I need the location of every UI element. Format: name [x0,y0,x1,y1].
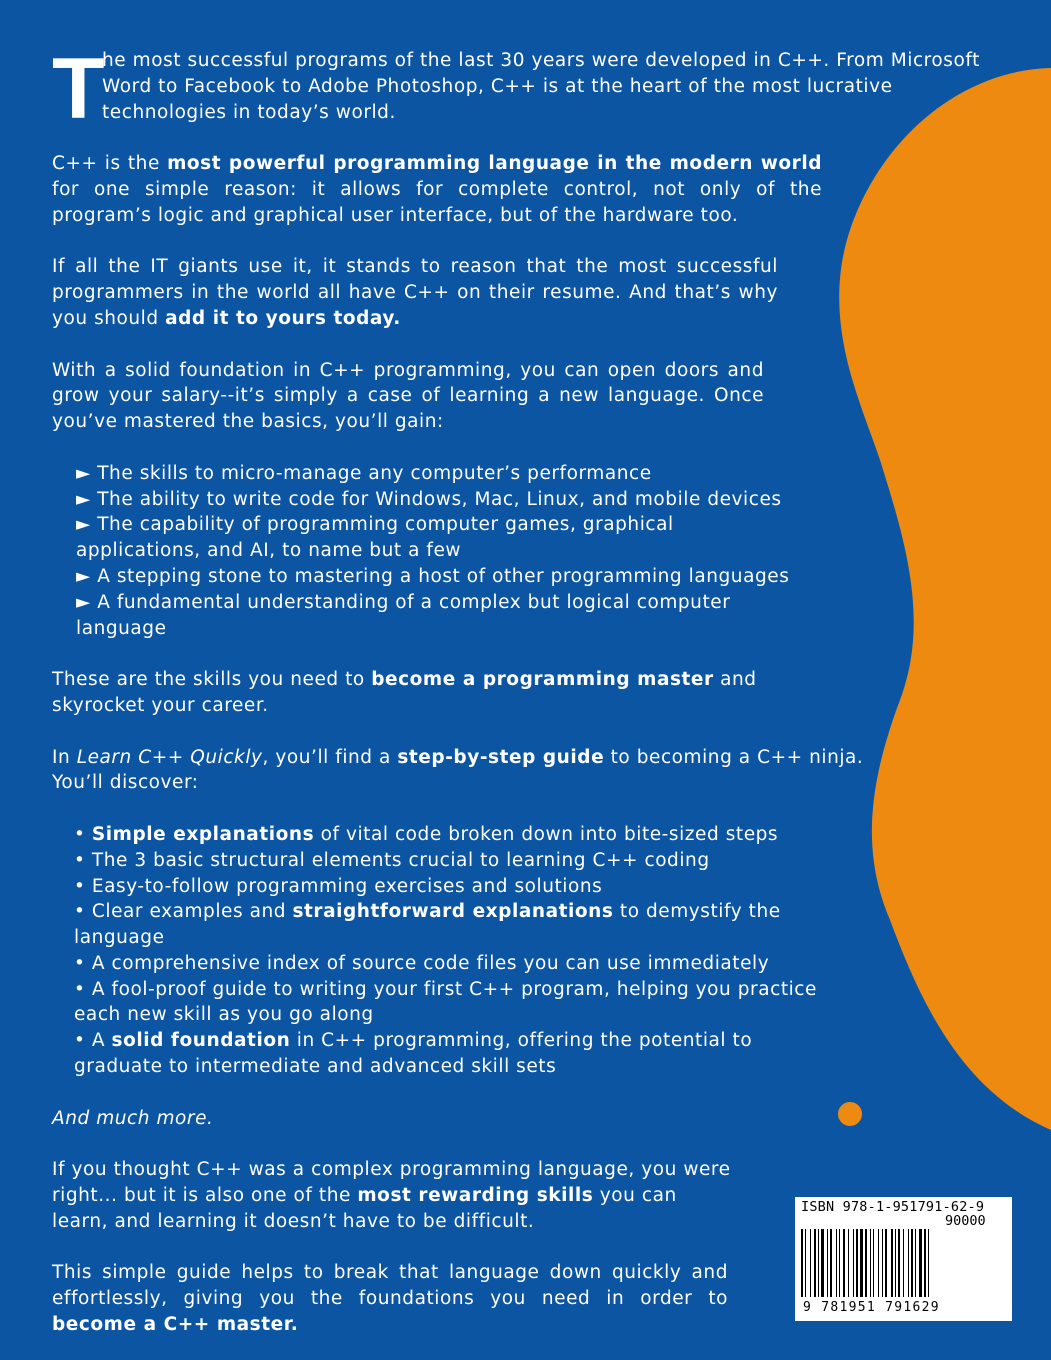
barcode-bar [853,1229,854,1297]
list-item: • A fool-proof guide to writing your first C++ program, helping you practice each new skill as you go along [74,978,817,1026]
barcode-bar [928,1229,929,1297]
skills-paragraph: These are the skills you need to become a programming master and skyrocket your career. [52,669,757,716]
barcode-bar [836,1229,837,1297]
list-item: • Clear examples and straightforward explanations to demystify the language [74,901,781,949]
list-item: • Simple explanations of vital code broken down into bite-sized steps [74,823,779,845]
barcode-bar [848,1229,849,1297]
barcode-bar [805,1229,806,1297]
barcode-bar [924,1229,926,1297]
gains-list [52,461,822,642]
barcode-bar [856,1229,858,1297]
foundation-paragraph: With a solid foundation in C++ programming, you can open doors and grow your salary--it’s simply a case of learning a new language. Once you’ve mastered the basics, you’ll gain: [52,359,764,433]
list-item: ► The capability of programming computer games, graphical applications, and AI, to name but a few [76,514,674,562]
barcode-bar [908,1229,909,1297]
list-item: ► A fundamental understanding of a complex but logical computer language [76,591,731,639]
intro-paragraph: T he most successful programs of the last 30 years were developed in C++. From Microsoft Word to Facebook to Adobe Photoshop, C++ is at the heart of the most lucrative technologies in today’s world. [52,41,980,137]
barcode-bar [882,1229,883,1297]
list-item: • The 3 basic structural elements crucial to learning C++ coding [74,849,710,871]
isbn-addon: 90000 [945,1213,986,1229]
list-item: ► The ability to write code for Windows, Mac, Linux, and mobile devices [76,488,782,510]
barcode-bar [818,1229,819,1297]
barcode-bar [911,1229,913,1297]
rewarding-paragraph: If you thought C++ was a complex programming language, you were right... but it is also one of the most rewarding skills you can learn, and learning it doesn’t have to be difficult. [52,1159,731,1232]
barcode-bar [814,1229,816,1297]
barcode-bar [878,1229,879,1297]
barcode-bar [810,1229,811,1297]
and-more: And much more. [52,1107,214,1129]
barcode-bar [885,1229,887,1297]
barcode-bar [891,1229,893,1297]
list-item: • A solid foundation in C++ programming, offering the potential to graduate to intermediate and advanced skill sets [74,1030,753,1078]
isbn-digits: 9 781951 791629 [803,1300,940,1315]
list-item: • A comprehensive index of source code files you can use immediately [74,952,770,974]
barcode-bar [919,1229,922,1297]
barcode-bar [827,1229,828,1297]
barcode-bar [830,1229,832,1297]
barcode-bar [843,1229,845,1297]
list-item: ► The skills to micro-manage any computer’s performance [76,462,652,484]
book-title: Learn C++ Quickly [76,746,263,768]
orange-dot [838,1102,862,1126]
barcode-bar [865,1229,867,1297]
barcode-bar [839,1229,840,1297]
power-paragraph: C++ is the most powerful programming language in the modern world for one simple reason: it allows for complete control, not only of the program’s logic and graphical user interface, but of the hardware too. [52,153,822,226]
barcode-bar [860,1229,863,1297]
barcode-bar [898,1229,900,1297]
barcode-bar [821,1229,824,1297]
discover-paragraph: In Learn C++ Quickly, you’ll find a step-by-step guide to becoming a C++ ninja. You’ll discover: [52,746,864,794]
barcode-bar [915,1229,916,1297]
barcode-bar [895,1229,896,1297]
barcode-bar [903,1229,904,1297]
discover-list [52,822,822,1080]
list-item: • Easy-to-follow programming exercises and solutions [74,875,603,897]
isbn-label: ISBN 978-1-951791-62-9 [801,1199,985,1215]
list-item: ► A stepping stone to mastering a host of other programming languages [76,565,790,587]
orange-wave-shape [839,68,1051,1130]
isbn-barcode [795,1197,1012,1321]
barcode-bar [801,1229,803,1297]
barcode-bar [870,1229,871,1297]
barcode-bar [873,1229,874,1297]
barcode-bars [801,1229,1006,1299]
giants-paragraph: If all the IT giants use it, it stands to reason that the most successful programmers in the world all have C++ on their resume. And that’s why you should add it to yours today. [52,256,778,329]
closing-paragraph: This simple guide helps to break that language down quickly and effortlessly, giving you the foundations you need in order to become a C++ master. [52,1262,728,1336]
drop-cap: T [52,41,106,137]
